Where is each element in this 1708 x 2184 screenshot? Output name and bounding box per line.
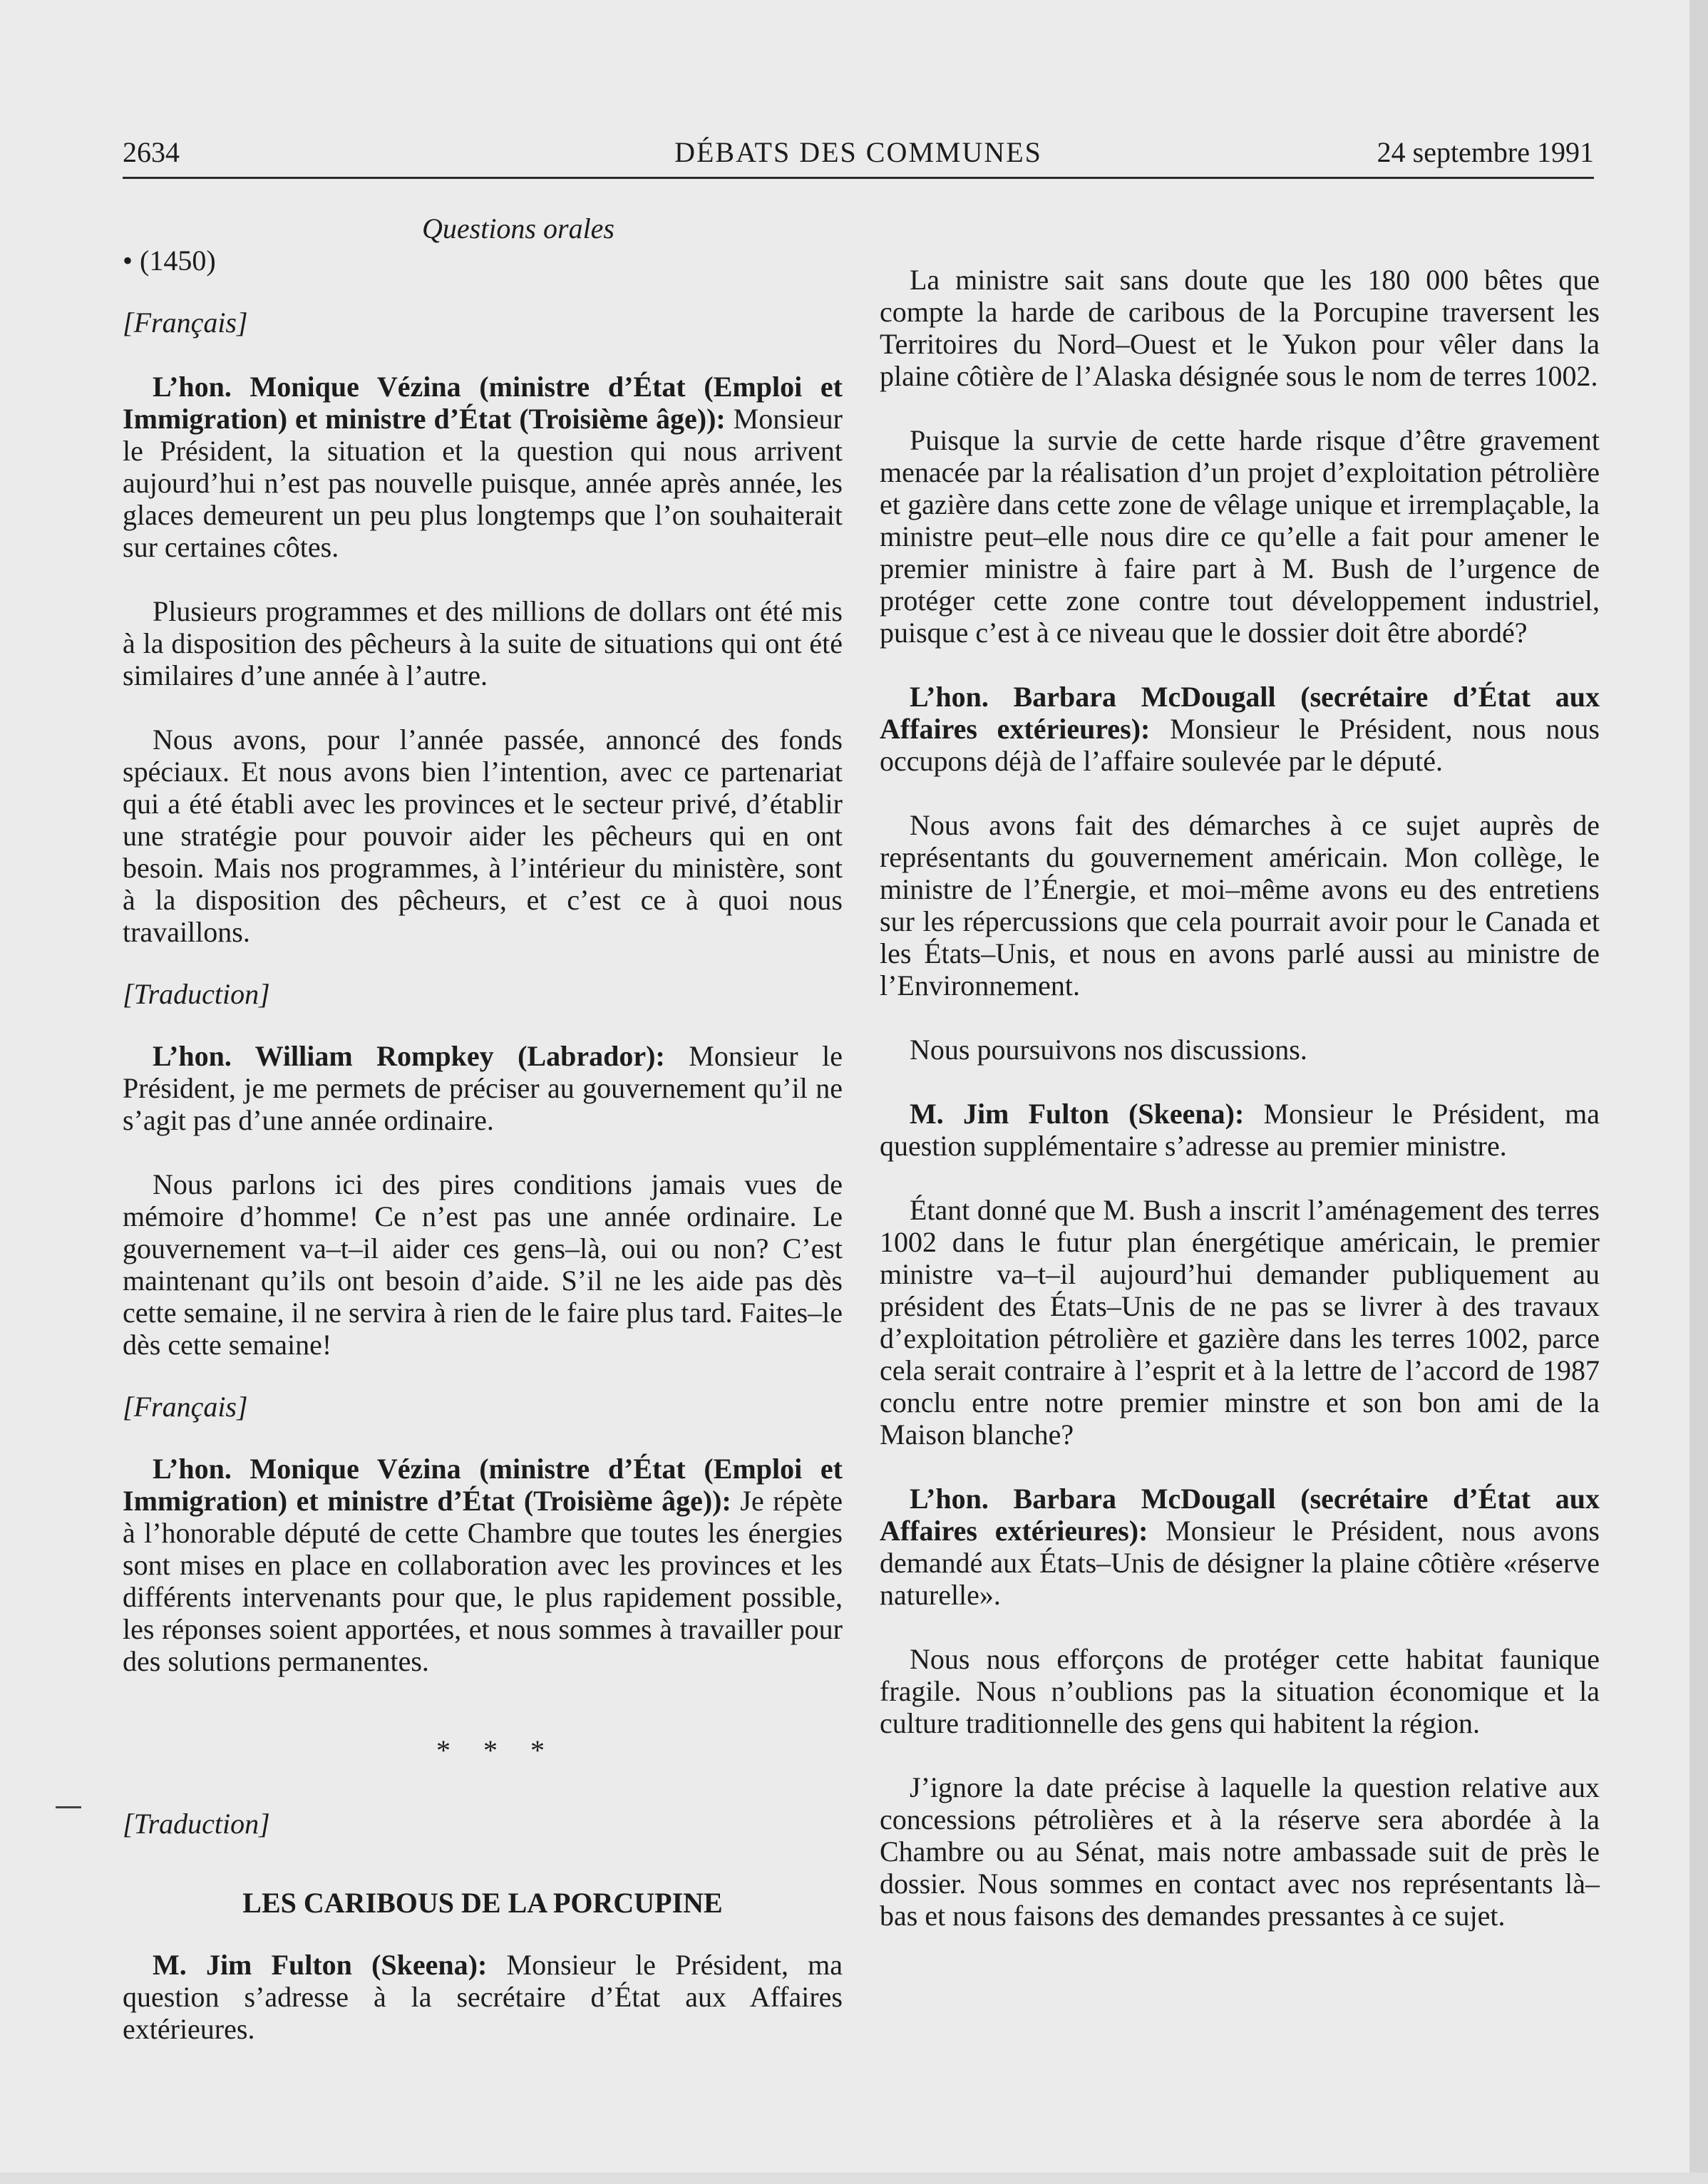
section-divider: * * * bbox=[436, 1734, 557, 1766]
language-marker: [Traduction] bbox=[123, 1808, 270, 1840]
publication-title: DÉBATS DES COMMUNES bbox=[674, 136, 1042, 168]
speech-text: Monsieur le Président, la situation et la question qui nous arrivent aujourd’hui n’est pas nouvelle puisque, année après année, les glaces demeurent un peu plus longtemps que l’on souhaiterait sur certaines côtes. bbox=[123, 403, 843, 563]
speaker-name: L’hon. Monique Vézina (ministre d’État (Emploi et Immigration) et ministre d’État (Troisième âge)): bbox=[123, 371, 843, 435]
speech-text: Monsieur le Président, nous nous occupons déjà de l’affaire soulevée par le député. bbox=[880, 713, 1600, 777]
speech-paragraph bbox=[123, 1040, 843, 1136]
left-column bbox=[123, 212, 843, 2045]
language-marker: [Français] bbox=[123, 307, 248, 339]
language-marker: [Traduction] bbox=[123, 978, 270, 1010]
speech-paragraph: Nous avons fait des démarches à ce sujet auprès de représentants du gouvernement américain. Mon collège, le ministre de l’Énergie, et moi–même avons eu des entretiens sur les répercussions que cela pourrait avoir pour le Canada et les États–Unis, et nous en avons parlé aussi au ministre de l’Environnement. bbox=[880, 809, 1600, 1001]
speech-paragraph bbox=[123, 1453, 843, 1677]
speech-paragraph: Nous poursuivons nos discussions. bbox=[910, 1034, 1307, 1066]
speech-paragraph: J’ignore la date précise à laquelle la question relative aux concessions pétrolières et à la réserve sera abordée à la Chambre ou au Sénat, mais notre ambassade suit de près le dossier. Nous sommes en contact avec nos représentants là–bas et nous faisons des demandes pressantes à ce sujet. bbox=[880, 1771, 1600, 1932]
speech-paragraph: Plusieurs programmes et des millions de dollars ont été mis à la disposition des pêcheurs à la suite de situations qui ont été similaires d’une année à l’autre. bbox=[123, 595, 843, 691]
speech-paragraph bbox=[880, 681, 1600, 777]
sitting-date: 24 septembre 1991 bbox=[1377, 136, 1594, 168]
speech-paragraph: Nous nous efforçons de protéger cette habitat faunique fragile. Nous n’oublions pas la situation économique et la culture traditionnelle des gens qui habitent la région. bbox=[880, 1643, 1600, 1739]
running-header bbox=[123, 135, 1594, 175]
speech-paragraph bbox=[123, 1949, 843, 2045]
speaker-name: L’hon. Barbara McDougall (secrétaire d’État aux Affaires extérieures): bbox=[880, 1483, 1600, 1547]
timestamp: • (1450) bbox=[123, 244, 216, 277]
speech-paragraph: La ministre sait sans doute que les 180 000 bêtes que compte la harde de caribous de la Porcupine traversent les Territoires du Nord–Ouest et le Yukon pour vêler dans la plaine côtière de l’Alaska désignée sous le nom de terres 1002. bbox=[880, 264, 1600, 392]
speaker-name: L’hon. Barbara McDougall (secrétaire d’État aux Affaires extérieures): bbox=[880, 681, 1600, 745]
speech-paragraph: Nous parlons ici des pires conditions jamais vues de mémoire d’homme! Ce n’est pas une année ordinaire. Le gouvernement va–t–il aider ces gens–là, oui ou non? C’est maintenant qu’ils ont besoin d’aide. S’il ne les aide pas dès cette semaine, il ne servira à rien de le faire plus tard. Faites–le dès cette semaine! bbox=[123, 1168, 843, 1361]
speech-text: Monsieur le Président, nous avons demandé aux États–Unis de désigner la plaine côtière «réserve naturelle». bbox=[880, 1515, 1600, 1611]
header-rule bbox=[123, 177, 1594, 179]
speaker-name: L’hon. Monique Vézina (ministre d’État (Emploi et Immigration) et ministre d’État (Troisième âge)): bbox=[123, 1453, 843, 1517]
speech-text: Monsieur le Président, ma question supplémentaire s’adresse au premier ministre. bbox=[880, 1098, 1600, 1162]
speech-paragraph: Nous avons, pour l’année passée, annoncé des fonds spéciaux. Et nous avons bien l’intention, avec ce partenariat qui a été établi avec les provinces et le secteur privé, d’établir une stratégie pour pouvoir aider les pêcheurs qui en ont besoin. Mais nos programmes, à l’intérieur du ministère, sont à la disposition des pêcheurs, et c’est ce à quoi nous travaillons. bbox=[123, 723, 843, 948]
section-label: Questions orales bbox=[422, 212, 614, 244]
speaker-name: M. Jim Fulton (Skeena): bbox=[910, 1098, 1245, 1130]
page-number: 2634 bbox=[123, 136, 180, 168]
scan-edge-right bbox=[1689, 0, 1708, 2184]
speech-paragraph bbox=[880, 1098, 1600, 1162]
speech-paragraph: Puisque la survie de cette harde risque d’être gravement menacée par la réalisation d’un projet d’exploitation pétrolière et gazière dans cette zone de vêlage unique et irremplaçable, la ministre peut–elle nous dire ce qu’elle a fait pour amener le premier ministre à faire part à M. Bush de l’urgence de protéger cette zone contre tout développement industriel, puisque c’est à ce niveau que le dossier doit être abordé? bbox=[880, 424, 1600, 649]
speech-text: Monsieur le Président, ma question s’adresse à la secrétaire d’État aux Affaires extérieures. bbox=[123, 1949, 843, 2045]
speech-text: Je répète à l’honorable député de cette Chambre que toutes les énergies sont mises en place en collaboration avec les provinces et les différents intervenants pour que, le plus rapidement possible, les réponses soient apportées, et nous sommes à travailler pour des solutions permanentes. bbox=[123, 1485, 843, 1677]
language-marker: [Français] bbox=[123, 1391, 248, 1423]
speaker-name: L’hon. William Rompkey (Labrador): bbox=[153, 1040, 665, 1072]
speech-paragraph bbox=[123, 371, 843, 563]
speaker-name: M. Jim Fulton (Skeena): bbox=[153, 1949, 488, 1981]
scan-edge-bottom bbox=[0, 2173, 1708, 2184]
section-heading: LES CARIBOUS DE LA PORCUPINE bbox=[242, 1887, 723, 1919]
margin-dash bbox=[56, 1806, 81, 1808]
speech-paragraph: Étant donné que M. Bush a inscrit l’aménagement des terres 1002 dans le futur plan énergétique américain, le premier ministre va–t–il aujourd’hui demander publiquement au président des États–Unis de ne pas se livrer à des travaux d’exploitation pétrolière et gazière dans les terres 1002, parce cela serait contraire à l’esprit et à la lettre de l’accord de 1987 conclu entre notre premier minstre et son bon ami de la Maison blanche? bbox=[880, 1194, 1600, 1451]
speech-paragraph bbox=[880, 1483, 1600, 1611]
right-column bbox=[880, 264, 1600, 1932]
speech-text: Monsieur le Président, je me permets de préciser au gouvernement qu’il ne s’agit pas d’une année ordinaire. bbox=[123, 1040, 843, 1136]
